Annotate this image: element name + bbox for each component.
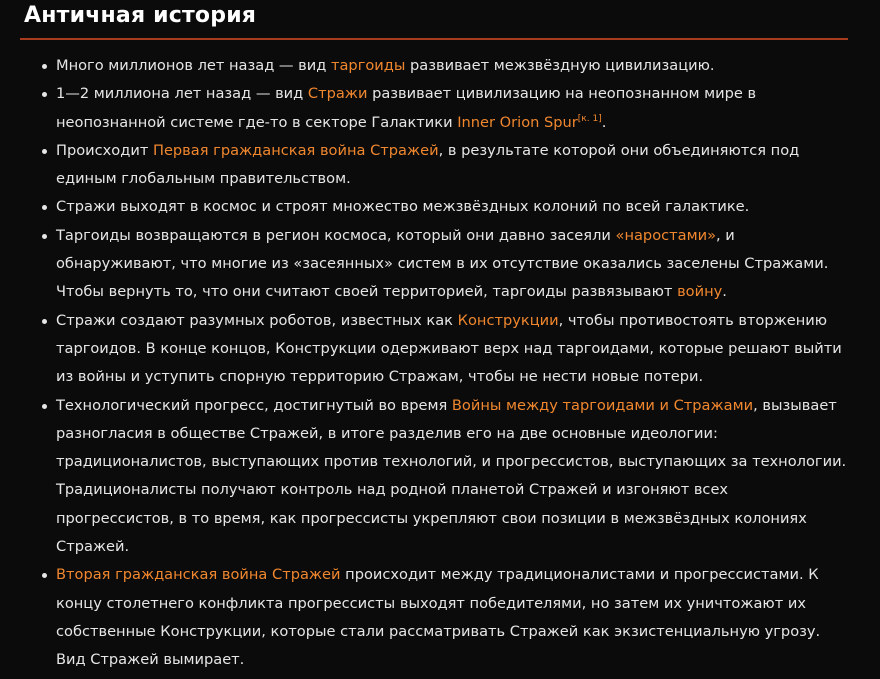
event-text: развивает цивилизацию на неопознанном мире в неопознанной системе где-то в секторе Галактики — [56, 85, 757, 131]
event-text: Происходит — [56, 141, 153, 159]
link-first-civil-war[interactable]: Первая гражданская война Стражей — [152, 141, 439, 159]
link-constructs[interactable]: Конструкции — [457, 311, 559, 329]
heading-divider — [20, 38, 848, 40]
list-item — [56, 52, 850, 80]
event-text: Технологический прогресс, достигнутый во время — [56, 396, 452, 414]
link-war[interactable]: войну — [677, 283, 723, 301]
event-text: развивает межзвёздную цивилизацию. — [405, 57, 715, 74]
list-item — [56, 193, 850, 221]
event-text: 1—2 миллиона лет назад — вид — [56, 85, 308, 103]
event-text: Таргоиды возвращаются в регион космоса, который они давно засеяли — [56, 226, 616, 244]
section-heading: Античная история — [24, 3, 257, 28]
event-text: , вызывает разногласия в обществе Стражей, в итоге разделив его на две основные идеологии: традиционалистов, выступающих против технологий, и прогрессистов, выступающих за технологии. Традиционалисты получают контроль над родной планетой Стражей и изгоняют всех прогрессистов, в то время, как прогрессисты укрепляют свои позиции в межзвёздных колониях Стражей. — [56, 396, 847, 556]
link-guardians[interactable]: Стражи — [307, 85, 368, 103]
event-text: , и обнаруживают, что многие из «засеянных» систем в их отсутствие оказались заселены Стражами. Чтобы вернуть то, что они считают своей территорией, таргоиды развязывают — [56, 226, 829, 301]
list-item — [56, 222, 850, 307]
event-text: происходит между традиционалистами и прогрессистами. К концу столетнего конфликта прогрессисты выходят победителями, но затем их уничтожают их собственные Конструкции, которые стали рассматривать Стражей как экзистенциальную угрозу. Вид Стражей вымирает. — [56, 566, 821, 669]
event-text: , чтобы противостоять вторжению таргоидов. В конце концов, Конструкции одерживают верх над таргоидами, которые решают выйти из войны и уступить спорную территорию Стражам, чтобы не нести новые потери. — [56, 311, 842, 386]
event-text: Стражи выходят в космос и строят множество межзвёздных колоний по всей галактике. — [56, 198, 750, 216]
history-events-list — [0, 52, 850, 675]
list-item — [56, 307, 850, 392]
event-text: . — [722, 283, 727, 301]
event-text: . — [601, 113, 607, 131]
event-text: , в результате которой они объединяются под единым глобальным правительством. — [56, 141, 800, 188]
event-text: Стражи создают разумных роботов, известных как — [56, 311, 458, 329]
link-barnacles[interactable]: «наростами» — [615, 226, 717, 244]
list-item — [56, 80, 850, 137]
footnote-ref[interactable]: [к. 1] — [577, 113, 602, 124]
list-item — [56, 561, 850, 674]
link-second-civil-war[interactable]: Вторая гражданская война Стражей — [56, 566, 341, 584]
event-text: Много миллионов лет назад — вид — [56, 57, 331, 74]
list-item — [56, 392, 850, 562]
link-thargoid-guardian-war[interactable]: Войны между таргоидами и Стражами — [451, 396, 754, 414]
list-item — [56, 137, 850, 194]
link-inner-orion-spur[interactable]: Inner Orion Spur — [457, 113, 578, 131]
link-targoids[interactable]: таргоиды — [330, 57, 406, 74]
